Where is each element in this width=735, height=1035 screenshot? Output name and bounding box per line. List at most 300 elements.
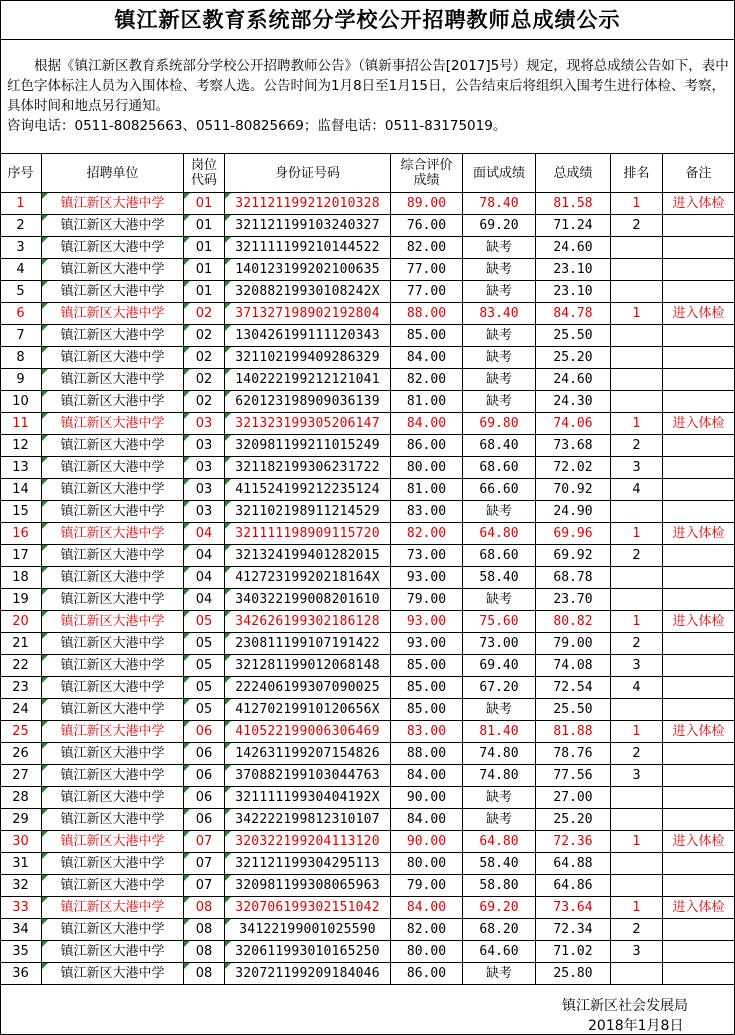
- cell-unit: 镇江新区大港中学: [42, 677, 184, 699]
- cell-id: 410522199006306469: [225, 721, 391, 743]
- table-row: [0, 523, 735, 545]
- cell-post: 05: [184, 677, 225, 699]
- cell-unit: 镇江新区大港中学: [42, 809, 184, 831]
- footer-date: 2018年1月8日: [588, 1018, 684, 1034]
- cell-seq: 36: [0, 963, 42, 985]
- cell-post: 03: [184, 435, 225, 457]
- cell-eval: 85.00: [391, 677, 463, 699]
- cell-note: [663, 787, 735, 809]
- cell-rank: [611, 567, 663, 589]
- cell-interview: 缺考: [463, 809, 536, 831]
- header-id: 身份证号码: [225, 154, 391, 193]
- cell-eval: 82.00: [391, 919, 463, 941]
- cell-eval: 83.00: [391, 721, 463, 743]
- table-row: [0, 259, 735, 281]
- cell-unit: 镇江新区大港中学: [42, 215, 184, 237]
- cell-total: 78.76: [536, 743, 611, 765]
- cell-post: 01: [184, 259, 225, 281]
- cell-unit: 镇江新区大港中学: [42, 897, 184, 919]
- cell-rank: [611, 391, 663, 413]
- cell-rank: 3: [611, 457, 663, 479]
- cell-note: [663, 237, 735, 259]
- table-row: [0, 699, 735, 721]
- cell-eval: 84.00: [391, 347, 463, 369]
- cell-id: 140222199212121041: [225, 369, 391, 391]
- contact-line: 咨询电话：0511-80825663、0511-80825669；监督电话：0511-83175019。: [7, 118, 507, 134]
- cell-note: [663, 743, 735, 765]
- cell-id: 230811199107191422: [225, 633, 391, 655]
- cell-interview: 58.40: [463, 567, 536, 589]
- cell-note: [663, 853, 735, 875]
- cell-id: 320981199308065963: [225, 875, 391, 897]
- cell-note: [663, 479, 735, 501]
- cell-id: 342626199302186128: [225, 611, 391, 633]
- cell-id: 371327198902192804: [225, 303, 391, 325]
- cell-eval: 76.00: [391, 215, 463, 237]
- cell-id: 321121199304295113: [225, 853, 391, 875]
- table-row: [0, 963, 735, 985]
- cell-unit: 镇江新区大港中学: [42, 941, 184, 963]
- table-row: [0, 457, 735, 479]
- table-row: [0, 765, 735, 787]
- cell-post: 08: [184, 897, 225, 919]
- cell-unit: 镇江新区大港中学: [42, 281, 184, 303]
- cell-seq: 23: [0, 677, 42, 699]
- cell-total: 73.64: [536, 897, 611, 919]
- table-row: [0, 677, 735, 699]
- cell-unit: 镇江新区大港中学: [42, 633, 184, 655]
- cell-seq: 7: [0, 325, 42, 347]
- cell-note: [663, 215, 735, 237]
- cell-id: 320981199211015249: [225, 435, 391, 457]
- cell-post: 07: [184, 831, 225, 853]
- cell-total: 64.88: [536, 853, 611, 875]
- cell-interview: 64.60: [463, 941, 536, 963]
- cell-unit: 镇江新区大港中学: [42, 369, 184, 391]
- cell-unit: 镇江新区大港中学: [42, 435, 184, 457]
- cell-eval: 90.00: [391, 787, 463, 809]
- cell-note: [663, 941, 735, 963]
- cell-seq: 13: [0, 457, 42, 479]
- header-total: 总成绩: [536, 154, 611, 193]
- cell-post: 03: [184, 501, 225, 523]
- cell-note: [663, 369, 735, 391]
- cell-id: 140123199202100635: [225, 259, 391, 281]
- cell-interview: 81.40: [463, 721, 536, 743]
- cell-seq: 30: [0, 831, 42, 853]
- cell-rank: [611, 853, 663, 875]
- cell-post: 02: [184, 369, 225, 391]
- cell-total: 71.24: [536, 215, 611, 237]
- cell-total: 81.88: [536, 721, 611, 743]
- cell-rank: 3: [611, 941, 663, 963]
- cell-rank: [611, 809, 663, 831]
- cell-note: [663, 765, 735, 787]
- cell-eval: 86.00: [391, 963, 463, 985]
- table-row: [0, 369, 735, 391]
- cell-seq: 33: [0, 897, 42, 919]
- cell-interview: 74.80: [463, 765, 536, 787]
- cell-total: 25.50: [536, 325, 611, 347]
- cell-total: 24.60: [536, 237, 611, 259]
- cell-eval: 79.00: [391, 875, 463, 897]
- cell-seq: 34: [0, 919, 42, 941]
- cell-seq: 26: [0, 743, 42, 765]
- cell-interview: 69.80: [463, 413, 536, 435]
- header-note: 备注: [663, 154, 735, 193]
- cell-rank: 4: [611, 677, 663, 699]
- cell-eval: 89.00: [391, 193, 463, 215]
- cell-interview: 67.20: [463, 677, 536, 699]
- cell-interview: 缺考: [463, 699, 536, 721]
- table-row: [0, 237, 735, 259]
- cell-post: 08: [184, 941, 225, 963]
- cell-rank: 1: [611, 611, 663, 633]
- cell-post: 07: [184, 853, 225, 875]
- cell-rank: [611, 589, 663, 611]
- cell-unit: 镇江新区大港中学: [42, 853, 184, 875]
- cell-total: 24.30: [536, 391, 611, 413]
- cell-post: 01: [184, 193, 225, 215]
- table-row: [0, 743, 735, 765]
- cell-seq: 4: [0, 259, 42, 281]
- cell-note: [663, 633, 735, 655]
- cell-seq: 15: [0, 501, 42, 523]
- cell-interview: 缺考: [463, 501, 536, 523]
- cell-interview: 68.60: [463, 457, 536, 479]
- table-body: [0, 193, 735, 985]
- cell-total: 23.10: [536, 259, 611, 281]
- cell-unit: 镇江新区大港中学: [42, 831, 184, 853]
- cell-note: [663, 281, 735, 303]
- cell-id: 321102198911214529: [225, 501, 391, 523]
- footer-org: 镇江新区社会发展局: [562, 998, 688, 1014]
- cell-total: 72.54: [536, 677, 611, 699]
- cell-rank: 3: [611, 765, 663, 787]
- cell-eval: 77.00: [391, 281, 463, 303]
- cell-total: 69.96: [536, 523, 611, 545]
- table-row: [0, 787, 735, 809]
- cell-seq: 21: [0, 633, 42, 655]
- cell-seq: 16: [0, 523, 42, 545]
- cell-note: 进入体检: [663, 897, 735, 919]
- cell-note: 进入体检: [663, 721, 735, 743]
- cell-rank: 1: [611, 721, 663, 743]
- cell-note: 进入体检: [663, 413, 735, 435]
- cell-interview: 74.80: [463, 743, 536, 765]
- table-row: [0, 919, 735, 941]
- cell-total: 64.86: [536, 875, 611, 897]
- cell-rank: 1: [611, 413, 663, 435]
- cell-interview: 83.40: [463, 303, 536, 325]
- cell-total: 79.00: [536, 633, 611, 655]
- cell-unit: 镇江新区大港中学: [42, 919, 184, 941]
- cell-note: [663, 435, 735, 457]
- header-eval: 综合评价成绩: [391, 154, 463, 193]
- cell-rank: [611, 963, 663, 985]
- cell-interview: 73.00: [463, 633, 536, 655]
- cell-note: [663, 259, 735, 281]
- cell-interview: 缺考: [463, 325, 536, 347]
- cell-note: [663, 501, 735, 523]
- cell-total: 69.92: [536, 545, 611, 567]
- cell-total: 73.68: [536, 435, 611, 457]
- cell-post: 07: [184, 875, 225, 897]
- cell-eval: 84.00: [391, 809, 463, 831]
- cell-interview: 缺考: [463, 391, 536, 413]
- table-row: [0, 721, 735, 743]
- cell-seq: 5: [0, 281, 42, 303]
- cell-rank: 4: [611, 479, 663, 501]
- cell-id: 320322199204113120: [225, 831, 391, 853]
- cell-id: 142631199207154826: [225, 743, 391, 765]
- cell-rank: [611, 369, 663, 391]
- header-seq: 序号: [0, 154, 42, 193]
- cell-id: 321182199306231722: [225, 457, 391, 479]
- cell-eval: 82.00: [391, 237, 463, 259]
- cell-note: [663, 457, 735, 479]
- table-row: [0, 633, 735, 655]
- cell-rank: 1: [611, 897, 663, 919]
- cell-post: 04: [184, 589, 225, 611]
- cell-interview: 69.20: [463, 897, 536, 919]
- cell-id: 321102199409286329: [225, 347, 391, 369]
- table-row: [0, 655, 735, 677]
- cell-unit: 镇江新区大港中学: [42, 259, 184, 281]
- cell-total: 23.10: [536, 281, 611, 303]
- cell-post: 05: [184, 611, 225, 633]
- cell-note: [663, 391, 735, 413]
- cell-post: 06: [184, 765, 225, 787]
- cell-note: [663, 809, 735, 831]
- cell-post: 05: [184, 699, 225, 721]
- cell-interview: 58.40: [463, 853, 536, 875]
- table-row: [0, 413, 735, 435]
- cell-interview: 78.40: [463, 193, 536, 215]
- cell-seq: 20: [0, 611, 42, 633]
- cell-eval: 85.00: [391, 325, 463, 347]
- cell-post: 02: [184, 347, 225, 369]
- cell-total: 74.08: [536, 655, 611, 677]
- cell-post: 05: [184, 655, 225, 677]
- cell-total: 84.78: [536, 303, 611, 325]
- cell-eval: 86.00: [391, 435, 463, 457]
- cell-eval: 90.00: [391, 831, 463, 853]
- cell-rank: [611, 237, 663, 259]
- cell-unit: 镇江新区大港中学: [42, 237, 184, 259]
- cell-seq: 25: [0, 721, 42, 743]
- cell-note: [663, 325, 735, 347]
- cell-unit: 镇江新区大港中学: [42, 523, 184, 545]
- cell-total: 24.90: [536, 501, 611, 523]
- cell-rank: 1: [611, 193, 663, 215]
- cell-eval: 88.00: [391, 303, 463, 325]
- cell-seq: 14: [0, 479, 42, 501]
- cell-id: 320706199302151042: [225, 897, 391, 919]
- table-row: [0, 325, 735, 347]
- cell-total: 72.36: [536, 831, 611, 853]
- cell-unit: 镇江新区大港中学: [42, 787, 184, 809]
- cell-unit: 镇江新区大港中学: [42, 501, 184, 523]
- cell-id: 321323199305206147: [225, 413, 391, 435]
- cell-eval: 79.00: [391, 589, 463, 611]
- cell-interview: 75.60: [463, 611, 536, 633]
- table-row: [0, 193, 735, 215]
- cell-note: 进入体检: [663, 193, 735, 215]
- cell-interview: 64.80: [463, 831, 536, 853]
- cell-rank: [611, 699, 663, 721]
- header-post: 岗位代码: [184, 154, 225, 193]
- cell-eval: 88.00: [391, 743, 463, 765]
- cell-eval: 93.00: [391, 611, 463, 633]
- cell-post: 06: [184, 809, 225, 831]
- cell-post: 01: [184, 215, 225, 237]
- cell-rank: 1: [611, 831, 663, 853]
- cell-seq: 18: [0, 567, 42, 589]
- cell-unit: 镇江新区大港中学: [42, 479, 184, 501]
- header-interview: 面试成绩: [463, 154, 536, 193]
- table-row: [0, 545, 735, 567]
- cell-post: 08: [184, 919, 225, 941]
- cell-total: 80.82: [536, 611, 611, 633]
- cell-unit: 镇江新区大港中学: [42, 457, 184, 479]
- cell-eval: 84.00: [391, 765, 463, 787]
- cell-seq: 2: [0, 215, 42, 237]
- cell-interview: 缺考: [463, 369, 536, 391]
- cell-id: 321121199212010328: [225, 193, 391, 215]
- page-title: 镇江新区教育系统部分学校公开招聘教师总成绩公示: [1, 1, 734, 40]
- cell-rank: 2: [611, 545, 663, 567]
- table-row: [0, 391, 735, 413]
- table-row: [0, 809, 735, 831]
- cell-total: 25.20: [536, 347, 611, 369]
- notice-paragraph: 根据《镇江新区教育系统部分学校公开招聘教师公告》（镇新事招公告[2017]5号）规定，现将总成绩公告如下，表中红色字体标注人员为入围体检、考察人选。公告时间为1月8日至1月15日，公告结束后将组织入围考生进行体检、考察，具体时间和地点另行通知。: [7, 58, 729, 114]
- cell-rank: [611, 281, 663, 303]
- cell-rank: [611, 325, 663, 347]
- cell-eval: 93.00: [391, 633, 463, 655]
- cell-id: 34122199001025590: [225, 919, 391, 941]
- cell-note: [663, 919, 735, 941]
- cell-total: 24.60: [536, 369, 611, 391]
- cell-post: 03: [184, 413, 225, 435]
- cell-rank: 2: [611, 919, 663, 941]
- cell-note: 进入体检: [663, 611, 735, 633]
- cell-unit: 镇江新区大港中学: [42, 655, 184, 677]
- cell-total: 72.02: [536, 457, 611, 479]
- cell-total: 25.50: [536, 699, 611, 721]
- cell-eval: 84.00: [391, 897, 463, 919]
- cell-note: [663, 347, 735, 369]
- cell-eval: 77.00: [391, 259, 463, 281]
- cell-total: 25.20: [536, 809, 611, 831]
- cell-seq: 29: [0, 809, 42, 831]
- cell-id: 370882199103044763: [225, 765, 391, 787]
- cell-seq: 12: [0, 435, 42, 457]
- cell-interview: 66.60: [463, 479, 536, 501]
- cell-post: 02: [184, 391, 225, 413]
- cell-seq: 8: [0, 347, 42, 369]
- table-row: [0, 215, 735, 237]
- cell-unit: 镇江新区大港中学: [42, 567, 184, 589]
- table-row: [0, 567, 735, 589]
- cell-unit: 镇江新区大港中学: [42, 303, 184, 325]
- cell-post: 02: [184, 303, 225, 325]
- cell-interview: 64.80: [463, 523, 536, 545]
- table-row: [0, 303, 735, 325]
- cell-post: 03: [184, 457, 225, 479]
- cell-unit: 镇江新区大港中学: [42, 391, 184, 413]
- cell-rank: 2: [611, 743, 663, 765]
- cell-seq: 17: [0, 545, 42, 567]
- cell-id: 342222199812310107: [225, 809, 391, 831]
- table-row: [0, 501, 735, 523]
- cell-eval: 81.00: [391, 391, 463, 413]
- cell-id: 32111119930404192X: [225, 787, 391, 809]
- score-table: [0, 153, 735, 985]
- table-row: [0, 479, 735, 501]
- cell-post: 04: [184, 545, 225, 567]
- table-row: [0, 347, 735, 369]
- cell-seq: 3: [0, 237, 42, 259]
- cell-total: 71.02: [536, 941, 611, 963]
- table-row: [0, 611, 735, 633]
- cell-seq: 35: [0, 941, 42, 963]
- cell-interview: 缺考: [463, 237, 536, 259]
- cell-note: 进入体检: [663, 523, 735, 545]
- cell-note: 进入体检: [663, 831, 735, 853]
- cell-rank: [611, 347, 663, 369]
- cell-note: [663, 567, 735, 589]
- cell-seq: 6: [0, 303, 42, 325]
- cell-seq: 27: [0, 765, 42, 787]
- cell-interview: 缺考: [463, 589, 536, 611]
- cell-eval: 73.00: [391, 545, 463, 567]
- cell-unit: 镇江新区大港中学: [42, 193, 184, 215]
- cell-unit: 镇江新区大港中学: [42, 765, 184, 787]
- cell-rank: 2: [611, 435, 663, 457]
- cell-total: 23.70: [536, 589, 611, 611]
- cell-eval: 80.00: [391, 941, 463, 963]
- cell-id: 320611993010165250: [225, 941, 391, 963]
- cell-total: 68.78: [536, 567, 611, 589]
- header-rank: 排名: [611, 154, 663, 193]
- cell-post: 08: [184, 963, 225, 985]
- cell-unit: 镇江新区大港中学: [42, 325, 184, 347]
- cell-id: 321324199401282015: [225, 545, 391, 567]
- cell-post: 06: [184, 721, 225, 743]
- cell-post: 06: [184, 743, 225, 765]
- cell-total: 25.80: [536, 963, 611, 985]
- cell-total: 70.92: [536, 479, 611, 501]
- table-header-row: [0, 154, 735, 193]
- cell-id: 321111198909115720: [225, 523, 391, 545]
- cell-unit: 镇江新区大港中学: [42, 699, 184, 721]
- cell-id: 321281199012068148: [225, 655, 391, 677]
- cell-interview: 58.80: [463, 875, 536, 897]
- cell-post: 02: [184, 325, 225, 347]
- cell-note: [663, 677, 735, 699]
- cell-post: 06: [184, 787, 225, 809]
- cell-note: 进入体检: [663, 303, 735, 325]
- table-row: [0, 831, 735, 853]
- cell-id: 321121199103240327: [225, 215, 391, 237]
- cell-seq: 31: [0, 853, 42, 875]
- cell-rank: 2: [611, 633, 663, 655]
- cell-id: 321111199210144522: [225, 237, 391, 259]
- cell-seq: 11: [0, 413, 42, 435]
- cell-seq: 1: [0, 193, 42, 215]
- cell-eval: 80.00: [391, 457, 463, 479]
